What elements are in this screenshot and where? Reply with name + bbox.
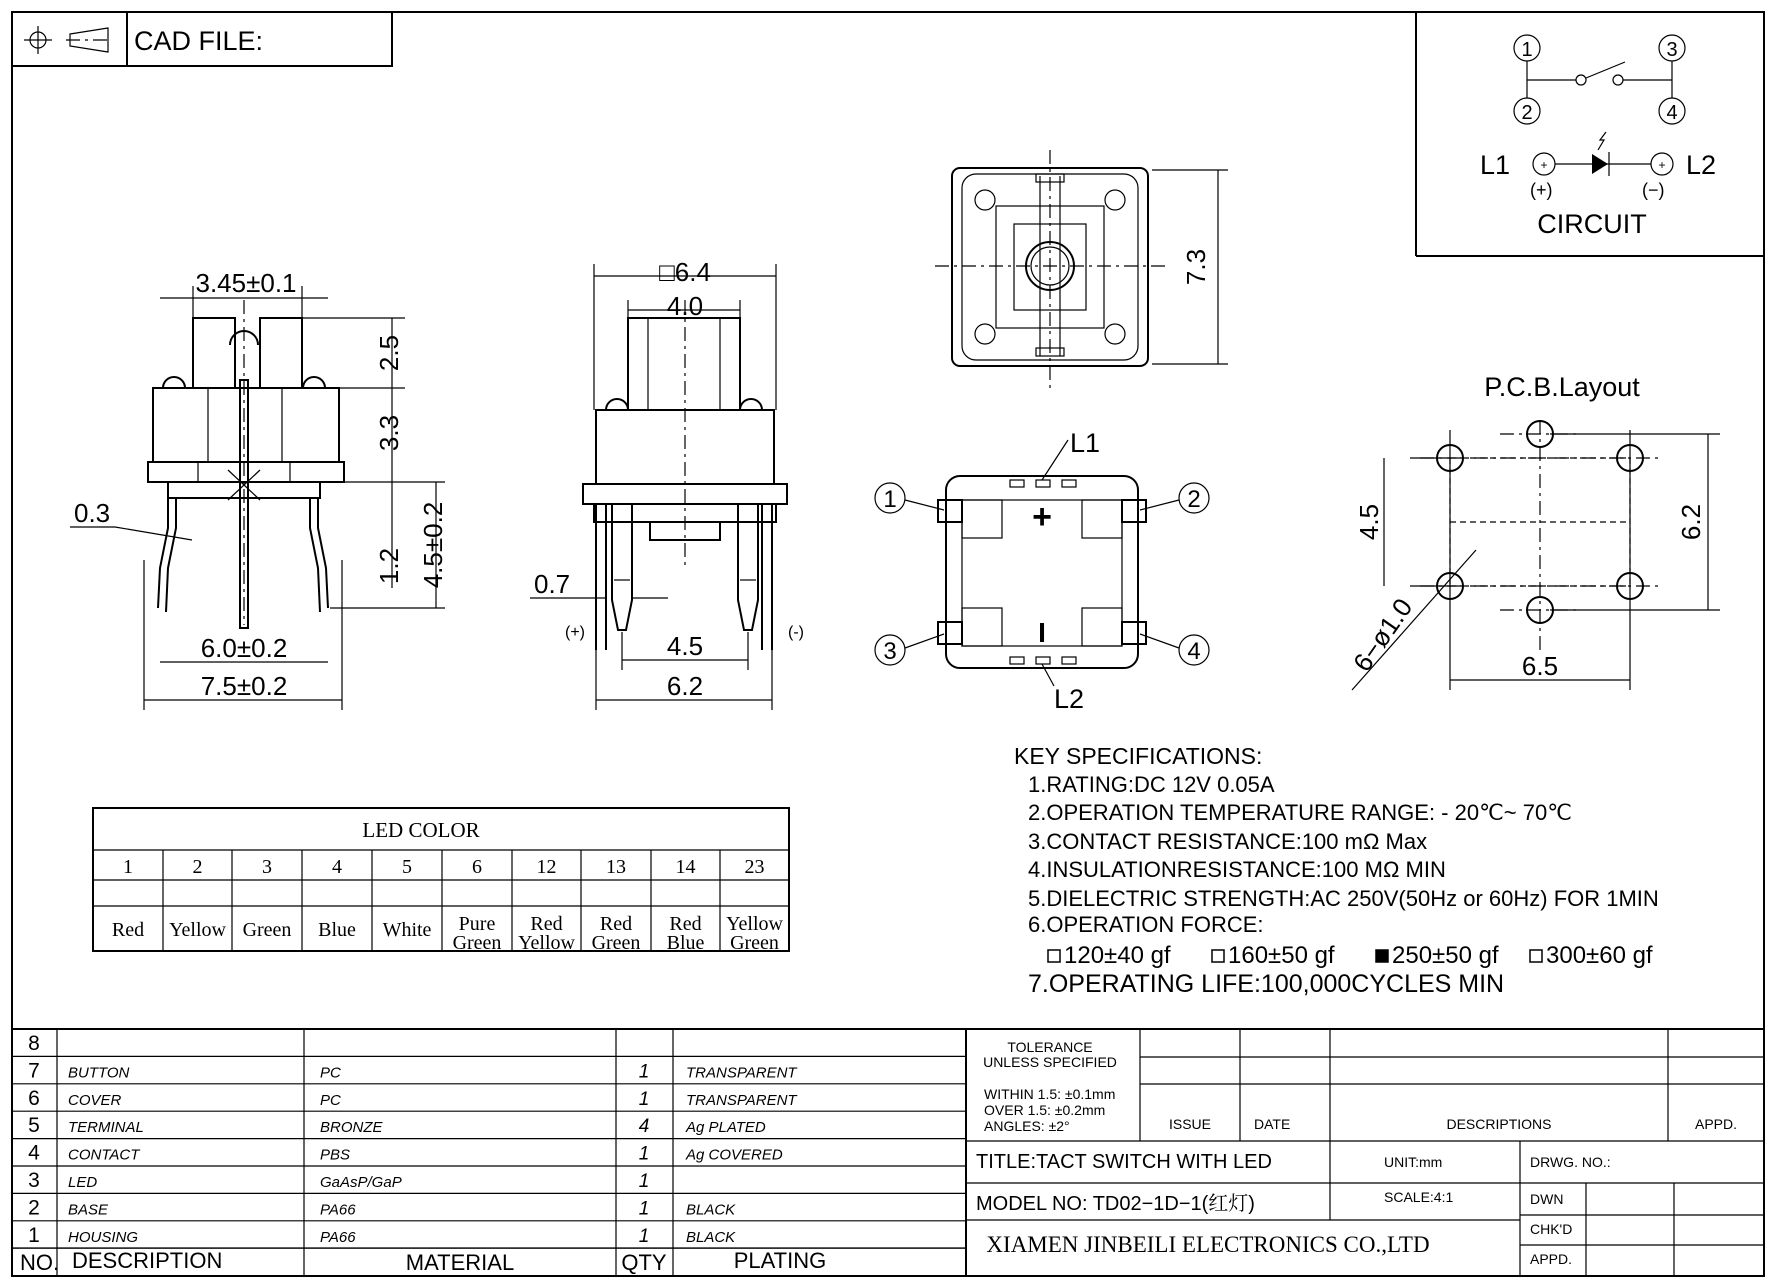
bottom-view-drawing xyxy=(875,428,1209,714)
bottom-minus-mark: I xyxy=(1038,617,1046,648)
led-code-cell: 3 xyxy=(262,856,272,878)
cad-header xyxy=(12,12,392,66)
led-code-cell: 2 xyxy=(192,856,203,878)
front-dim-pin: 0.7 xyxy=(534,569,571,599)
spec-life: 7.OPERATING LIFE:100,000CYCLES MIN xyxy=(1028,970,1505,998)
tb-issue: ISSUE xyxy=(1168,1116,1212,1132)
side-dim-body: 3.3 xyxy=(374,414,404,452)
tb-scale: SCALE:4:1 xyxy=(1384,1189,1454,1205)
side-dim-outer: 7.5±0.2 xyxy=(200,671,288,701)
bom-row-material: GaAsP/GaP xyxy=(320,1174,402,1191)
bom-row-qty: 1 xyxy=(638,1225,650,1247)
side-dim-stem: 2.5 xyxy=(374,334,404,372)
force-option-label: 120±40 gf xyxy=(1064,942,1171,969)
bom-row-plating: BLACK xyxy=(686,1228,736,1246)
circuit-pol-minus: (−) xyxy=(1642,180,1665,200)
front-view-drawing xyxy=(530,257,804,710)
circuit-pol-plus: (+) xyxy=(1530,180,1553,200)
tolerance-over: OVER 1.5: ±0.2mm xyxy=(984,1102,1106,1118)
bom-row-material: PA66 xyxy=(320,1201,356,1219)
force-option-label: 300±60 gf xyxy=(1546,942,1653,969)
tolerance-angles: ANGLES: ±2° xyxy=(984,1118,1070,1134)
led-color-cell: Blue xyxy=(318,919,356,941)
front-pol-minus: (-) xyxy=(788,624,804,641)
bom-header-material: MATERIAL xyxy=(405,1250,515,1275)
front-dim-width: 6.2 xyxy=(666,671,704,701)
tb-appd: APPD. xyxy=(1694,1116,1738,1132)
bom-header-no: NO. xyxy=(20,1250,60,1275)
circuit-pin-4: 4 xyxy=(1666,102,1678,124)
bom-row-plating: TRANSPARENT xyxy=(686,1091,797,1109)
bom-row-no: 8 xyxy=(28,1032,40,1055)
front-dim-square: □6.4 xyxy=(659,257,711,287)
bom-row-material: PBS xyxy=(320,1146,351,1164)
side-dim-thick: 0.3 xyxy=(74,498,111,528)
bom-row-material: BRONZE xyxy=(320,1119,383,1137)
specs-title: KEY SPECIFICATIONS: xyxy=(1014,743,1263,769)
bom-row-qty: 1 xyxy=(638,1143,650,1165)
bottom-led-bottom: L2 xyxy=(1054,684,1085,714)
svg-text:+: + xyxy=(1658,158,1666,172)
side-dim-inner: 6.0±0.2 xyxy=(200,633,288,663)
bom-row-desc: BASE xyxy=(68,1201,109,1219)
bottom-plus-mark: + xyxy=(1032,498,1052,536)
led-color-cell: Green xyxy=(242,919,292,941)
led-color-cell: Red xyxy=(530,913,563,935)
led-color-cell: Green xyxy=(452,932,502,954)
checkbox-checked-icon xyxy=(1376,950,1388,962)
bom-row-plating: BLACK xyxy=(686,1201,736,1219)
bom-header-desc: DESCRIPTION xyxy=(72,1248,223,1273)
side-dim-pin: 1.2 xyxy=(374,547,404,585)
bottom-led-top: L1 xyxy=(1070,428,1101,458)
force-option-label: 160±50 gf xyxy=(1228,942,1335,969)
circuit-led-right: L2 xyxy=(1686,150,1717,180)
bom-header-plating: PLATING xyxy=(733,1248,827,1273)
spec-item-6: 6.OPERATION FORCE: xyxy=(1028,912,1264,937)
light-emission-icon xyxy=(1598,132,1606,150)
led-code-cell: 14 xyxy=(675,856,696,878)
spec-item-5: 5.DIELECTRIC STRENGTH:AC 250V(50Hz or 60Hz) FOR 1MIN xyxy=(1028,886,1659,911)
force-option-label: 250±50 gf xyxy=(1392,942,1499,969)
tb-chkd: CHK'D xyxy=(1530,1221,1573,1237)
bom-row-desc: HOUSING xyxy=(68,1228,139,1246)
pcb-title: P.C.B.Layout xyxy=(1484,372,1640,402)
led-color-cell: Yellow xyxy=(726,913,783,935)
circuit-led-left: L1 xyxy=(1480,150,1511,180)
bom-header-qty: QTY xyxy=(621,1250,667,1275)
led-color-cell: Yellow xyxy=(169,919,226,941)
circuit-pin-1: 1 xyxy=(1521,39,1533,61)
led-color-cell: Pure xyxy=(458,913,496,935)
led-code-cell: 12 xyxy=(536,856,557,878)
side-view-drawing xyxy=(70,268,448,710)
tb-appd2: APPD. xyxy=(1530,1251,1573,1267)
svg-text:+: + xyxy=(1540,158,1548,172)
bom-row-plating: Ag PLATED xyxy=(686,1119,766,1137)
circuit-diagram xyxy=(1416,12,1764,256)
bottom-pin-4: 4 xyxy=(1187,638,1201,665)
bom-row-material: PC xyxy=(320,1091,341,1109)
pcb-dim-v-inner: 4.5 xyxy=(1354,503,1384,541)
led-color-cell: Red xyxy=(111,919,145,941)
spec-item-1: 1.RATING:DC 12V 0.05A xyxy=(1028,772,1275,797)
bom-table xyxy=(12,1029,1764,1276)
tolerance-title-1: TOLERANCE xyxy=(1007,1039,1093,1055)
front-dim-pitch: 4.5 xyxy=(666,631,704,661)
led-color-cell: Green xyxy=(591,932,641,954)
led-color-cell: Yellow xyxy=(518,932,575,954)
tb-dwn: DWN xyxy=(1530,1191,1564,1207)
side-dim-total: 4.5±0.2 xyxy=(418,501,448,589)
bottom-pin-1: 1 xyxy=(883,486,897,513)
key-specifications xyxy=(1014,743,1659,998)
top-view-drawing xyxy=(935,150,1228,390)
tb-title: TITLE:TACT SWITCH WITH LED xyxy=(976,1151,1272,1173)
bom-row-qty: 1 xyxy=(638,1198,650,1220)
led-color-cell: Red xyxy=(669,913,702,935)
led-color-table xyxy=(93,808,789,954)
tb-model: MODEL NO: TD02−1D−1(红灯) xyxy=(976,1193,1255,1215)
led-diode-icon xyxy=(1592,154,1608,174)
checkbox-icon xyxy=(1048,950,1060,962)
led-code-cell: 23 xyxy=(744,856,765,878)
led-code-cell: 4 xyxy=(332,856,342,878)
spec-item-3: 3.CONTACT RESISTANCE:100 mΩ Max xyxy=(1028,829,1428,854)
tb-company: XIAMEN JINBEILI ELECTRONICS CO.,LTD xyxy=(986,1232,1430,1257)
side-dim-pitch: 3.45±0.1 xyxy=(195,268,297,298)
pcb-layout-drawing xyxy=(1347,372,1720,690)
tolerance-title-2: UNLESS SPECIFIED xyxy=(983,1054,1117,1070)
bom-row-no: 5 xyxy=(28,1114,40,1138)
tb-descriptions: DESCRIPTIONS xyxy=(1446,1116,1552,1132)
bom-row-material: PC xyxy=(320,1064,341,1082)
title-block xyxy=(966,1029,1764,1276)
pcb-dim-v-outer: 6.2 xyxy=(1676,503,1706,541)
cad-file-label: CAD FILE: xyxy=(134,26,264,56)
circuit-title: CIRCUIT xyxy=(1537,209,1647,239)
bom-row-material: PA66 xyxy=(320,1228,356,1246)
pcb-dim-hole: 6−ø1.0 xyxy=(1346,592,1419,677)
tb-date: DATE xyxy=(1254,1116,1291,1132)
led-color-cell: Red xyxy=(599,913,633,935)
led-color-cell: Green xyxy=(730,932,779,954)
switch-contact-icon xyxy=(1576,75,1586,85)
bom-row-desc: TERMINAL xyxy=(68,1119,144,1137)
tolerance-within: WITHIN 1.5: ±0.1mm xyxy=(984,1086,1116,1102)
bottom-pin-3: 3 xyxy=(883,638,897,665)
bom-row-no: 1 xyxy=(28,1223,40,1247)
spec-item-2: 2.OPERATION TEMPERATURE RANGE: - 20℃~ 70℃ xyxy=(1028,800,1572,825)
bom-row-desc: LED xyxy=(68,1174,98,1191)
spec-item-4: 4.INSULATIONRESISTANCE:100 MΩ MIN xyxy=(1028,857,1446,882)
bom-row-qty: 1 xyxy=(638,1061,650,1083)
bom-row-no: 6 xyxy=(28,1086,40,1110)
led-code-cell: 1 xyxy=(123,856,133,878)
bom-row-plating: Ag COVERED xyxy=(686,1146,783,1164)
top-dim-height: 7.3 xyxy=(1181,248,1211,286)
bom-row-no: 2 xyxy=(28,1196,40,1220)
bom-row-desc: COVER xyxy=(68,1091,122,1109)
checkbox-icon xyxy=(1530,950,1542,962)
pcb-dim-h: 6.5 xyxy=(1521,651,1559,681)
circuit-pin-2: 2 xyxy=(1521,102,1533,124)
led-color-cell: Blue xyxy=(666,932,705,954)
bom-row-qty: 1 xyxy=(638,1171,650,1192)
tb-unit: UNIT:mm xyxy=(1384,1154,1443,1170)
bom-row-qty: 4 xyxy=(638,1116,650,1138)
bom-row-no: 4 xyxy=(28,1141,40,1165)
bom-row-plating: TRANSPARENT xyxy=(686,1064,797,1082)
front-dim-cap: 4.0 xyxy=(666,291,704,321)
led-code-cell: 13 xyxy=(606,856,626,878)
led-code-cell: 6 xyxy=(472,856,482,878)
bom-row-desc: CONTACT xyxy=(68,1146,140,1164)
bom-row-qty: 1 xyxy=(638,1088,650,1110)
bom-row-no: 7 xyxy=(28,1059,40,1083)
bom-row-no: 3 xyxy=(28,1169,40,1192)
circuit-pin-3: 3 xyxy=(1666,39,1678,61)
led-table-title: LED COLOR xyxy=(362,818,480,842)
bom-row-desc: BUTTON xyxy=(68,1064,130,1082)
led-color-cell: White xyxy=(382,919,432,941)
led-code-cell: 5 xyxy=(402,856,412,878)
bottom-pin-2: 2 xyxy=(1187,486,1201,513)
checkbox-icon xyxy=(1212,950,1224,962)
tb-drwg-no: DRWG. NO.: xyxy=(1530,1154,1611,1170)
front-pol-plus: (+) xyxy=(565,624,585,641)
